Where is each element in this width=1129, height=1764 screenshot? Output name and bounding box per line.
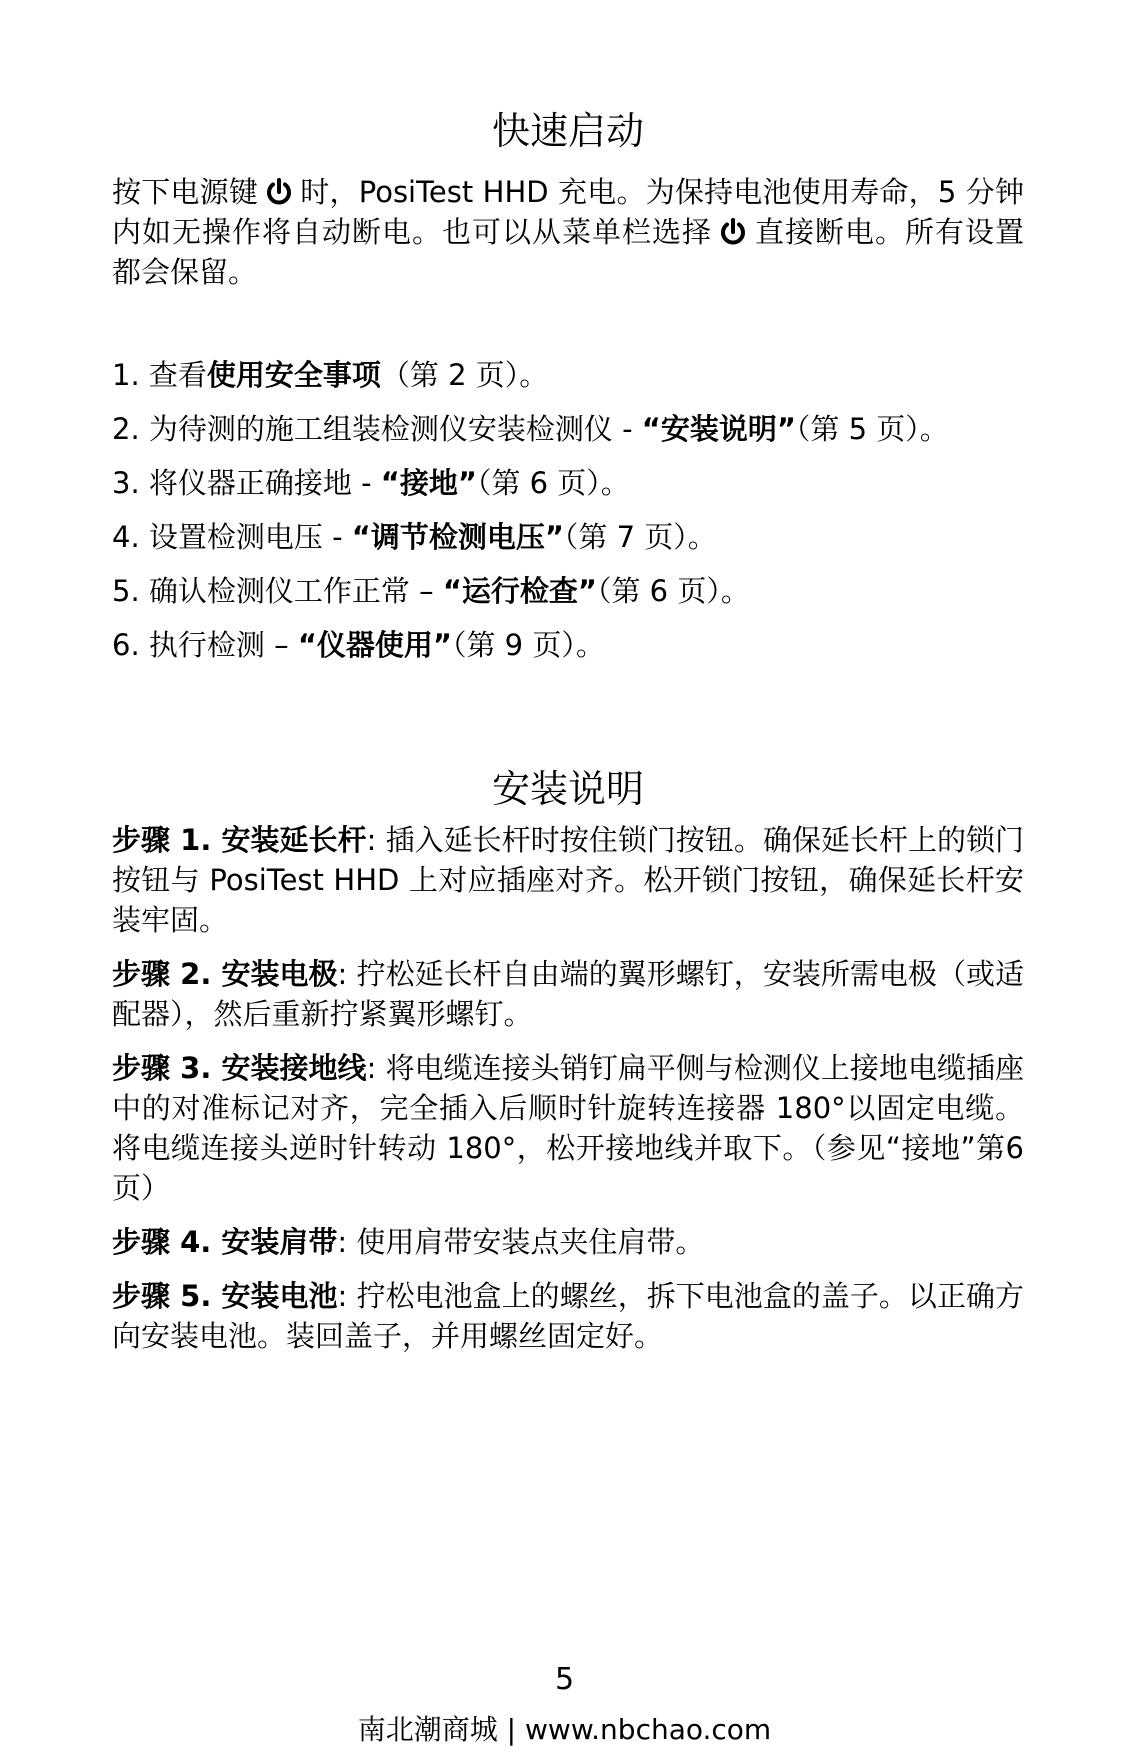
setup-step-label: 步骤 5. 安装电池 — [112, 1279, 338, 1313]
intro-text-2: 时，PosiTest HHD 充电。为保持电池使用寿命，5 分钟内如无操作将自动断电。也可以从菜单栏选择 — [112, 175, 1024, 249]
intro-text-3: 直接断电。所有设置都会保留。 — [112, 215, 1024, 289]
list-item — [112, 409, 1024, 463]
step-prefix: 3. 将仪器正确接地 - — [112, 466, 381, 500]
step-prefix: 1. 查看 — [112, 358, 207, 392]
list-item — [112, 463, 1024, 517]
setup-title: 安装说明 — [491, 767, 644, 811]
step-suffix: （第 2 页）。 — [380, 358, 549, 392]
quickstart-intro — [112, 172, 1024, 292]
power-icon — [264, 177, 294, 207]
power-icon — [718, 217, 748, 247]
step-reference: “调节检测电压” — [351, 520, 564, 554]
list-item — [112, 571, 1024, 625]
setup-step-label: 步骤 1. 安装延长杆 — [112, 823, 367, 857]
setup-step — [112, 1222, 1024, 1262]
step-prefix: 5. 确认检测仪工作正常 – — [112, 574, 443, 608]
quickstart-steps — [112, 355, 1024, 679]
setup-instructions — [112, 820, 1024, 1370]
step-reference: “安装说明” — [641, 412, 796, 446]
step-prefix: 6. 执行检测 – — [112, 628, 298, 662]
setup-step-text: : 拧松电池盒上的螺丝，拆下电池盒的盖子。以正确方向安装电池。装回盖子，并用螺丝固定好。 — [112, 1279, 1024, 1353]
step-suffix: （第 5 页）。 — [795, 412, 949, 446]
setup-step-label: 步骤 4. 安装肩带 — [112, 1225, 338, 1259]
step-reference: 使用安全事项 — [206, 358, 381, 392]
list-item — [112, 355, 1024, 409]
setup-step — [112, 954, 1024, 1034]
step-reference: “运行检查” — [442, 574, 597, 608]
step-suffix: （第 6 页）。 — [476, 466, 630, 500]
quickstart-title: 快速启动 — [491, 109, 644, 153]
footer-watermark: 南北潮商城 | www.nbchao.com — [357, 1713, 772, 1746]
step-reference: “仪器使用” — [297, 628, 452, 662]
step-prefix: 4. 设置检测电压 - — [112, 520, 352, 554]
setup-step — [112, 820, 1024, 940]
setup-step-text: : 拧松延长杆自由端的翼形螺钉，安装所需电极（或适配器），然后重新拧紧翼形螺钉。 — [112, 957, 1024, 1031]
step-reference: “接地” — [380, 466, 477, 500]
step-prefix: 2. 为待测的施工组装检测仪安装检测仪 - — [112, 412, 642, 446]
setup-step-text: : 使用肩带安装点夹住肩带。 — [337, 1225, 705, 1259]
step-suffix: （第 6 页）。 — [596, 574, 750, 608]
setup-step-label: 步骤 3. 安装接地线 — [112, 1051, 367, 1085]
setup-step — [112, 1276, 1024, 1356]
setup-step — [112, 1048, 1024, 1208]
step-suffix: （第 7 页）。 — [563, 520, 717, 554]
setup-step-text: : 将电缆连接头销钉扁平侧与检测仪上接地电缆插座中的对准标记对齐，完全插入后顺时针旋转连接器 180°以固定电缆。将电缆连接头逆时针转动 180°，松开接地线并取下。（参见“接地”第6页） — [112, 1051, 1025, 1205]
setup-step-text: : 插入延长杆时按住锁门按钮。确保延长杆上的锁门按钮与 PosiTest HHD 上对应插座对齐。松开锁门按钮，确保延长杆安装牢固。 — [112, 823, 1025, 937]
step-suffix: （第 9 页）。 — [451, 628, 605, 662]
setup-step-label: 步骤 2. 安装电极 — [112, 957, 338, 991]
page-number: 5 — [554, 1662, 575, 1697]
list-item — [112, 625, 1024, 679]
intro-text-1: 按下电源键 — [112, 175, 259, 209]
list-item — [112, 517, 1024, 571]
